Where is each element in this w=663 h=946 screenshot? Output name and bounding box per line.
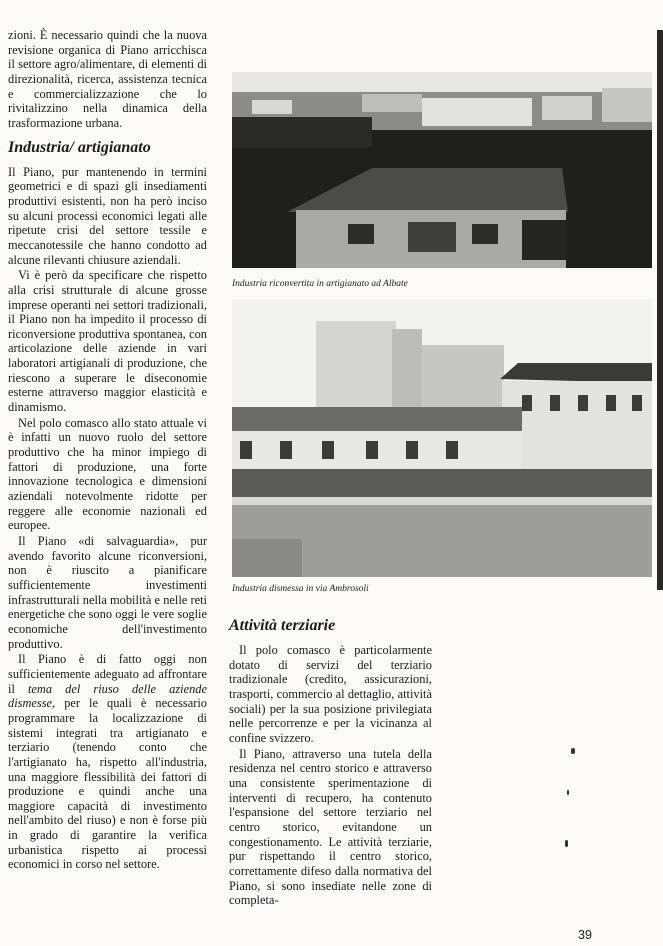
paragraph-industria-2: Vi è però da specificare che rispetto alla crisi strutturale di alcune grosse imprese operanti nei settori tradizionali, il Piano non ha impedito il processo di riconversione produttiva spontanea, con articolazione delle aziende in vari laboratori artigianali di produzione, che riescono a superare le diseconomie esterne attraverso maggior elasticità e dinamismo. xyxy=(8,268,207,415)
heading-industria-artigianato: Industria/ artigianato xyxy=(8,138,151,156)
paragraph-intro: zioni. È necessario quindi che la nuova revisione organica di Piano arricchisca il settore agro/alimentare, di elementi di direzionalità, ricerca, assistenza tecnica e commercializzazione che lo rivitalizzino nella dinamica della trasformazione urbana. xyxy=(8,28,207,130)
photo-via-ambrosoli xyxy=(232,299,652,577)
paragraph-5-start: Il Piano è di fatto oggi non sufficientemente adeguato ad affrontare il xyxy=(8,652,207,696)
photo-albate-industry xyxy=(232,72,652,268)
paragraph-industria-3: Nel polo comasco allo stato attuale vi è infatti un nuovo ruolo del settore produttivo che ha minor impiego di fattori di produzione, una forte innovazione tecnologica e dimensioni aziendali notevolmente ridotte per reggere alle economie nazionali ed europee. xyxy=(8,415,207,533)
caption-photo-1: Industria riconvertita in artigianato ad Albate xyxy=(232,279,408,289)
paragraph-terziario-1: Il polo comasco è particolarmente dotato di servizi del terziario tradizionale (credito, assicurazioni, trasporti, commercio al dettaglio, attività sociali) per la sua posizione privilegiata nelle percorrenze e per la vicinanza al confine svizzero. xyxy=(229,643,432,745)
caption-photo-2: Industria dismessa in via Ambrosoli xyxy=(232,584,369,594)
right-column xyxy=(229,617,432,908)
paragraph-industria-1: Il Piano, pur mantenendo in termini geometrici e di spazi gli insediamenti produttivi esistenti, non ha però inciso su alcuni processi economici legati alle ripetute crisi del settore tessile e meccanotessile che hanno condotto ad alcune rilevanti chiusure aziendali. xyxy=(8,164,207,267)
paragraph-5-end: per le quali è necessario programmare la localizzazione di sistemi integrati tra artigianato e terziario (tenendo conto che l'artigianato ha, rispetto all'industria, una maggiore flessibilità dei fattori di produzione e quindi anche una maggiore capacità di investimento nell'ambito del riuso) e non è forse più in grado di garantire la verifica urbanistica rispetto ai processi economici in corso nel settore. xyxy=(8,696,207,872)
scan-edge xyxy=(657,30,663,590)
paragraph-industria-5 xyxy=(8,652,207,872)
paragraph-5-italic: tema del riuso delle aziende dismesse, xyxy=(8,681,207,711)
paragraph-industria-4: Il Piano «di salvaguardia», pur avendo favorito alcune riconversioni, non è riuscito a pianificare sufficientemente investimenti infrastrutturali nella mobilità e nelle reti energetiche che sono oggi le vere soglie economiche dell'investimento produttivo. xyxy=(8,534,207,651)
heading-attivita-terziarie: Attività terziarie xyxy=(229,617,336,634)
paragraph-terziario-2: Il Piano, attraverso una tutela della residenza nel centro storico e attraverso una consistente sperimentazione di interventi di recupero, ha contenuto l'espansione del settore terziario nel centro storico, evitandone un congestionamento. Le attività terziarie, pur rispettando il centro storico, correttamente difeso dalla normativa del Piano, si sono insediate nelle zone di completa- xyxy=(229,746,432,908)
left-column xyxy=(8,28,207,872)
page-number: 39 xyxy=(578,928,592,942)
